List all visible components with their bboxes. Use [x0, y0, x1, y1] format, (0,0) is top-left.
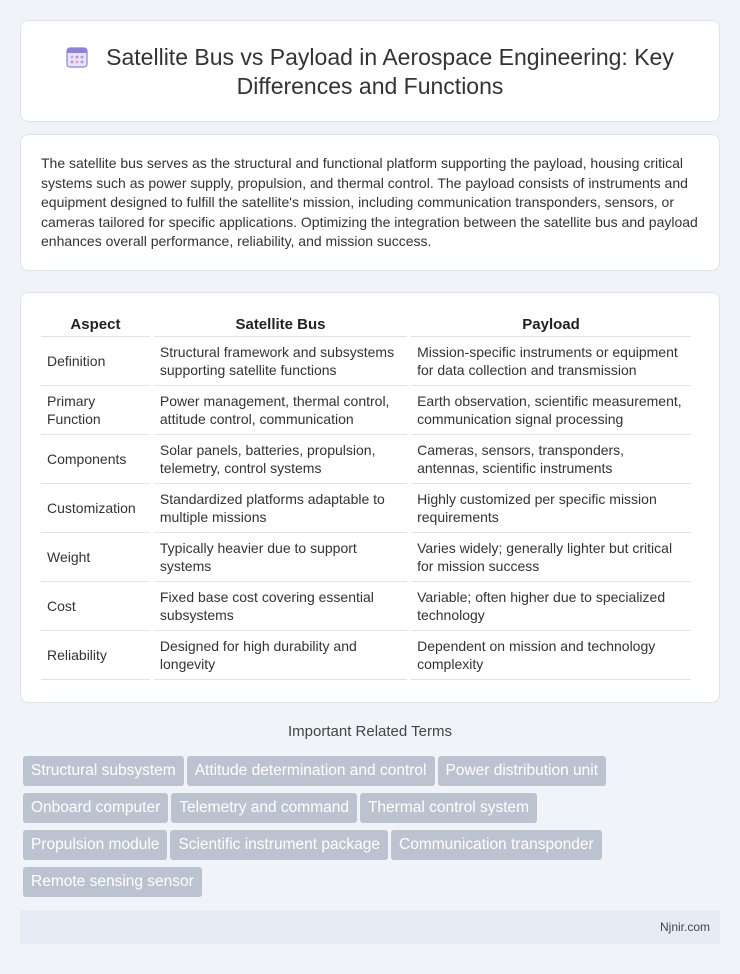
payload-cell: Dependent on mission and technology complexity [411, 631, 691, 680]
bus-cell: Power management, thermal control, attitude control, communication [154, 386, 407, 435]
table-row [41, 631, 691, 680]
intro-paragraph: The satellite bus serves as the structural and functional platform supporting the payload, housing critical systems such as power supply, propulsion, and thermal control. The payload consists of instruments and equipment designed to fulfill the satellite's mission, including communication transponders, sensors, or cameras tailored for specific applications. Optimizing the integration between the satellite bus and payload enhances overall performance, reliability, and mission success. [41, 155, 698, 249]
aspect-cell: Primary Function [41, 386, 150, 435]
payload-cell: Varies widely; generally lighter but critical for mission success [411, 533, 691, 582]
bus-cell: Structural framework and subsystems supporting satellite functions [154, 337, 407, 386]
intro-card [20, 134, 720, 271]
table-row [41, 484, 691, 533]
bus-cell: Designed for high durability and longevity [154, 631, 407, 680]
payload-cell: Mission-specific instruments or equipment for data collection and transmission [411, 337, 691, 386]
header-satellite-bus: Satellite Bus [154, 313, 407, 337]
table-row [41, 582, 691, 631]
payload-cell: Variable; often higher due to specialized technology [411, 582, 691, 631]
related-terms-title: Important Related Terms [288, 723, 452, 740]
table-row [41, 435, 691, 484]
aspect-cell: Components [41, 435, 150, 484]
page-title-wrap [21, 43, 719, 101]
related-term-tag[interactable]: Propulsion module [23, 830, 167, 860]
related-term-tag[interactable]: Scientific instrument package [170, 830, 388, 860]
header-aspect: Aspect [41, 313, 150, 337]
bus-cell: Typically heavier due to support systems [154, 533, 407, 582]
table-row [41, 533, 691, 582]
page-title: Satellite Bus vs Payload in Aerospace Engineering: Key Differences and Functions [106, 44, 674, 99]
related-term-tag[interactable]: Structural subsystem [23, 756, 184, 786]
related-term-tag[interactable]: Thermal control system [360, 793, 537, 823]
related-term-tag[interactable]: Telemetry and command [171, 793, 357, 823]
footer [20, 910, 720, 944]
related-terms-list [23, 756, 703, 904]
comparison-table [37, 313, 695, 680]
calendar-grid-icon [66, 46, 88, 68]
related-term-tag[interactable]: Power distribution unit [438, 756, 607, 786]
aspect-cell: Cost [41, 582, 150, 631]
table-row [41, 386, 691, 435]
aspect-cell: Customization [41, 484, 150, 533]
aspect-cell: Definition [41, 337, 150, 386]
comparison-card [20, 292, 720, 703]
table-header-row [41, 313, 691, 337]
payload-cell: Cameras, sensors, transponders, antennas, scientific instruments [411, 435, 691, 484]
footer-site-link[interactable]: Njnir.com [659, 920, 710, 934]
payload-cell: Highly customized per specific mission requirements [411, 484, 691, 533]
related-term-tag[interactable]: Onboard computer [23, 793, 168, 823]
related-term-tag[interactable]: Communication transponder [391, 830, 602, 860]
aspect-cell: Reliability [41, 631, 150, 680]
bus-cell: Fixed base cost covering essential subsystems [154, 582, 407, 631]
related-term-tag[interactable]: Remote sensing sensor [23, 867, 202, 897]
header-payload: Payload [411, 313, 691, 337]
aspect-cell: Weight [41, 533, 150, 582]
related-term-tag[interactable]: Attitude determination and control [187, 756, 435, 786]
bus-cell: Standardized platforms adaptable to multiple missions [154, 484, 407, 533]
payload-cell: Earth observation, scientific measurement, communication signal processing [411, 386, 691, 435]
table-row [41, 337, 691, 386]
bus-cell: Solar panels, batteries, propulsion, telemetry, control systems [154, 435, 407, 484]
title-card [20, 20, 720, 122]
